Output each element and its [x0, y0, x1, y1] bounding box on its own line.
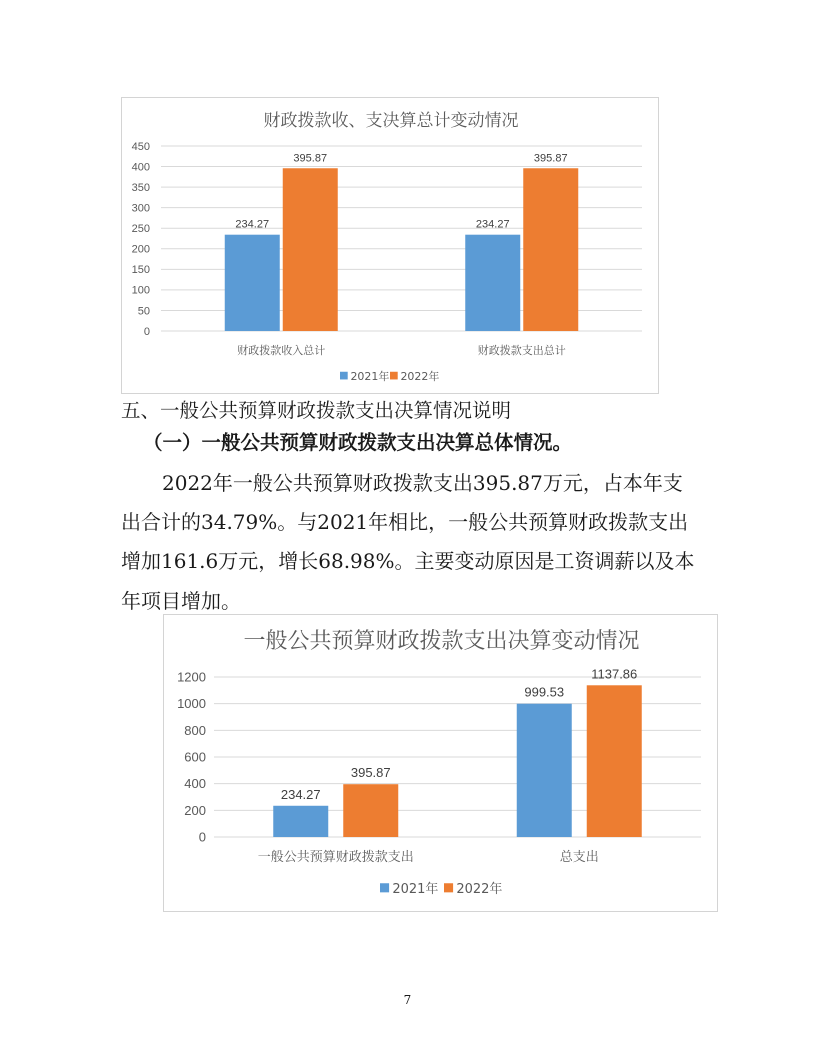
y-tick-label: 200: [184, 802, 206, 818]
chart-canvas-2: [164, 615, 719, 913]
y-tick-label: 200: [131, 243, 150, 256]
y-tick-label: 50: [137, 305, 150, 318]
bar: [523, 168, 578, 331]
paragraph-line: 增加161.6万元，增长68.98%。主要变动原因是工资调薪以及本: [121, 549, 695, 573]
y-tick-label: 600: [184, 749, 206, 765]
chart-canvas-1: [122, 98, 660, 395]
category-label: 一般公共预算财政拨款支出: [257, 850, 414, 865]
legend-swatch: [444, 883, 453, 892]
chart-title: 一般公共预算财政拨款支出决算变动情况: [243, 629, 640, 654]
bar: [225, 235, 280, 331]
y-tick-label: 100: [131, 284, 150, 297]
legend-label: 2021年: [392, 882, 439, 897]
data-label: 234.27: [280, 786, 321, 802]
legend-label: 2022年: [456, 882, 503, 897]
data-label: 395.87: [293, 152, 328, 165]
category-label: 财政拨款支出总计: [477, 344, 566, 357]
y-tick-label: 450: [131, 140, 150, 153]
paragraph-line: 年项目增加。: [121, 589, 241, 613]
data-label: 395.87: [350, 765, 391, 781]
category-label: 总支出: [559, 850, 599, 865]
bar: [517, 704, 572, 837]
legend-swatch: [340, 372, 348, 380]
bar: [465, 235, 520, 331]
data-label: 234.27: [475, 218, 510, 231]
subsection-heading: （一）一般公共预算财政拨款支出决算总体情况。: [143, 431, 573, 454]
y-tick-label: 150: [131, 264, 150, 277]
data-label: 395.87: [533, 152, 568, 165]
data-label: 1137.86: [591, 666, 638, 682]
bar: [587, 685, 642, 837]
y-tick-label: 350: [131, 181, 150, 194]
legend-swatch: [380, 883, 389, 892]
bar: [343, 784, 398, 837]
y-tick-label: 0: [198, 829, 206, 845]
legend-label: 2021年: [350, 370, 390, 383]
paragraph-line: 2022年一般公共预算财政拨款支出395.87万元，占本年支: [162, 471, 683, 495]
paragraph-line: 出合计的34.79%。与2021年相比，一般公共预算财政拨款支出: [121, 510, 689, 534]
data-label: 999.53: [524, 684, 565, 700]
y-tick-label: 1200: [177, 669, 206, 685]
legend-label: 2022年: [400, 370, 440, 383]
bar: [273, 806, 328, 837]
y-tick-label: 250: [131, 223, 150, 236]
chart-title: 财政拨款收、支决算总计变动情况: [263, 111, 519, 131]
income-expense-total-chart: [121, 97, 659, 394]
bar: [283, 168, 338, 331]
y-tick-label: 800: [184, 722, 206, 738]
general-budget-expense-chart: [163, 614, 718, 912]
section-heading: 五、一般公共预算财政拨款支出决算情况说明: [121, 399, 512, 422]
y-tick-label: 400: [184, 776, 206, 792]
y-tick-label: 1000: [177, 696, 206, 712]
category-label: 财政拨款收入总计: [237, 344, 326, 357]
y-tick-label: 400: [131, 161, 150, 174]
page-number: 7: [403, 993, 412, 1007]
y-tick-label: 0: [143, 325, 150, 338]
legend-swatch: [390, 372, 398, 380]
data-label: 234.27: [235, 218, 270, 231]
y-tick-label: 300: [131, 202, 150, 215]
